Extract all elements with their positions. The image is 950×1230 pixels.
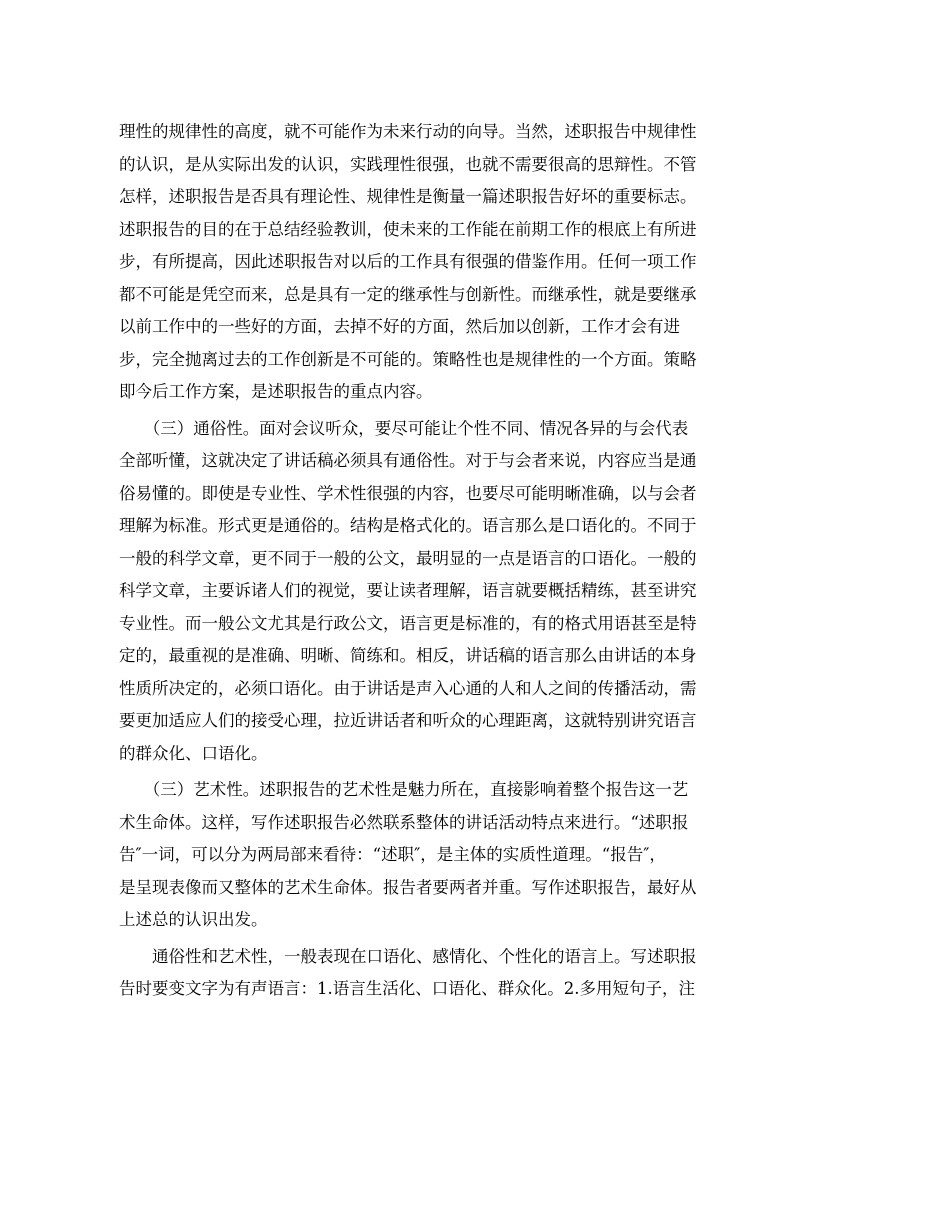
document-body bbox=[119, 116, 801, 1006]
text-line: 通俗性和艺术性，一般表现在口语化、感情化、个性化的语言上。写述职报 bbox=[119, 946, 697, 966]
text-line: 步，有所提高，因此述职报告对以后的工作具有很强的借鉴作用。任何一项工作 bbox=[119, 252, 697, 271]
text-line: 告″一词，可以分为两局部来看待：“述职″，是主体的实质性道理。“报告″， bbox=[119, 845, 666, 864]
text-line: 怎样，述职报告是否具有理论性、规律性是衡量一篇述职报告好坏的重要标志。 bbox=[119, 187, 697, 206]
text-line: 一般的科学文章，更不同于一般的公文，最明显的一点是语言的口语化。一般的 bbox=[119, 548, 697, 568]
text-line: 定的，最重视的是准确、明晰、简练和。相反，讲话稿的语言那么由讲话的本身 bbox=[119, 646, 697, 665]
text-line: 上述总的认识出发。 bbox=[119, 910, 268, 929]
text-line: （三）艺术性。述职报告的艺术性是魅力所在，直接影响着整个报告这一艺 bbox=[119, 780, 689, 799]
text-line: 理解为标准。形式更是通俗的。结构是格式化的。语言那么是口语化的。不同于 bbox=[119, 516, 697, 535]
text-line: 俗易懂的。即使是专业性、学术性很强的内容，也要尽可能明晰准确，以与会者 bbox=[119, 483, 697, 503]
text-line: 专业性。而一般公文尤其是行政公文，语言更是标准的，有的格式用语甚至是特 bbox=[119, 613, 697, 633]
text-line: 的群众化、口语化。 bbox=[119, 743, 268, 763]
text-line: 是呈现表像而又整体的艺术生命体。报告者要两者并重。写作述职报告，最好从 bbox=[119, 877, 697, 897]
text-line: 性质所决定的，必须口语化。由于讲话是声入心通的人和人之间的传播活动，需 bbox=[119, 678, 697, 698]
text-line: 以前工作中的一些好的方面，去掉不好的方面，然后加以创新，工作才会有进 bbox=[119, 317, 680, 336]
text-line: 告时要变文字为有声语言：1.语言生活化、口语化、群众化。2.多用短句子，注 bbox=[119, 979, 695, 998]
text-line: 理性的规律性的高度，就不可能作为未来行动的向导。当然，述职报告中规律性 bbox=[119, 122, 697, 141]
text-line: 即今后工作方案，是述职报告的重点内容。 bbox=[119, 382, 433, 401]
text-line: 的认识，是从实际出发的认识，实践理性很强，也就不需要很高的思辩性。不管 bbox=[119, 154, 697, 174]
text-line: 全部听懂，这就决定了讲话稿必须具有通俗性。对于与会者来说，内容应当是通 bbox=[119, 451, 697, 470]
text-line: 步，完全抛离过去的工作创新是不可能的。策略性也是规律性的一个方面。策略 bbox=[119, 349, 697, 369]
text-line: 要更加适应人们的接受心理，拉近讲话者和听众的心理距离，这就特别讲究语言 bbox=[119, 711, 697, 730]
text-line: 述职报告的目的在于总结经验教训，使未来的工作能在前期工作的根底上有所进 bbox=[119, 219, 697, 239]
text-line: 术生命体。这样，写作述职报告必然联系整体的讲话活动特点来进行。“述职报 bbox=[119, 812, 689, 832]
text-line: 都不可能是凭空而来，总是具有一定的继承性与创新性。而继承性，就是要继承 bbox=[119, 284, 697, 304]
text-line: （三）通俗性。面对会议听众，要尽可能让个性不同、情况各异的与会代表 bbox=[119, 418, 689, 438]
text-line: 科学文章，主要诉诸人们的视觉，要让读者理解，语言就要概括精练，甚至讲究 bbox=[119, 581, 697, 600]
